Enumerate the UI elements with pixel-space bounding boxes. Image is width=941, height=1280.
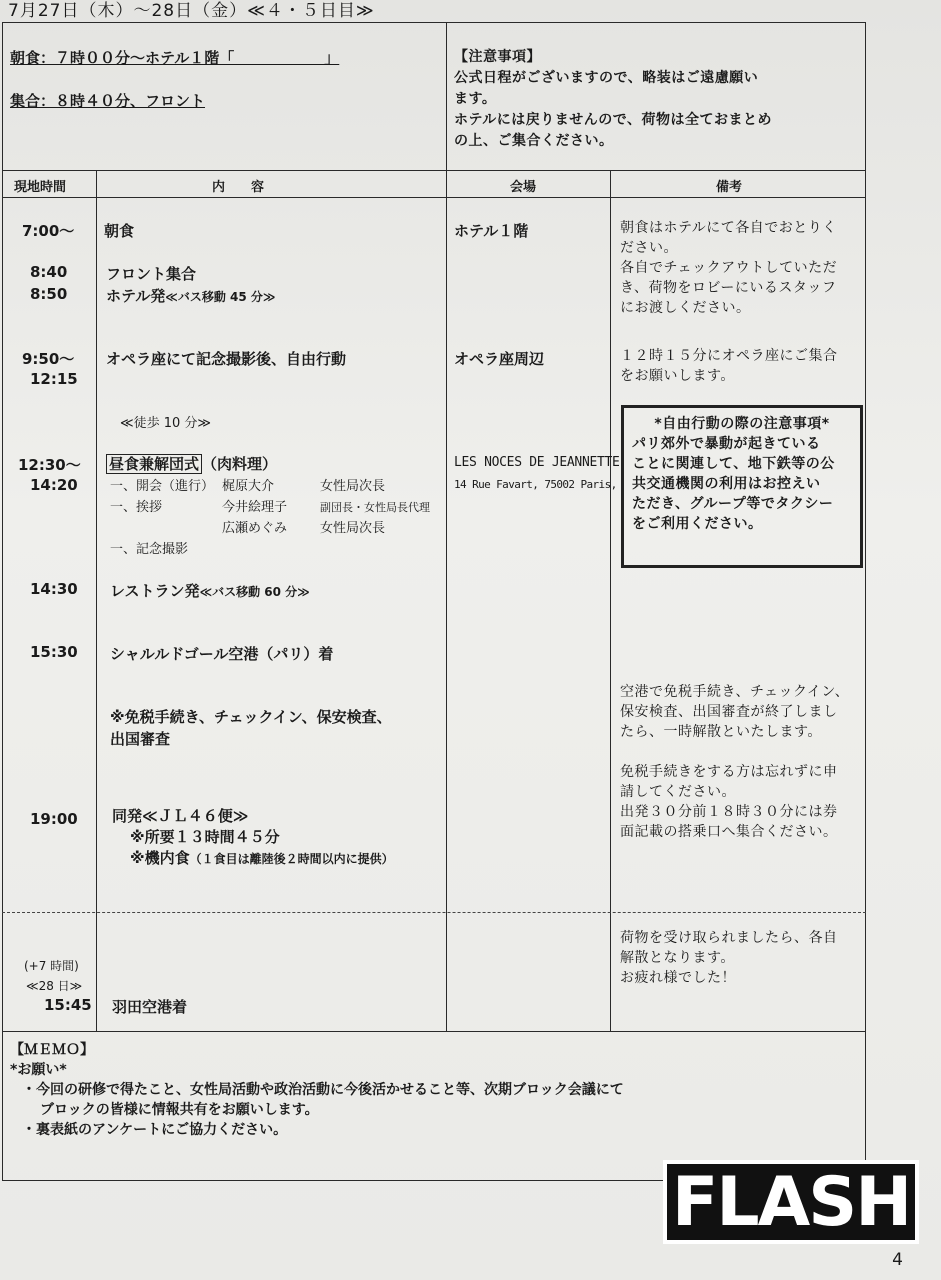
- page-number: 4: [892, 1250, 903, 1270]
- time-0700: 7:00～: [22, 222, 75, 240]
- remarks-airport: 空港で免税手続き、チェックイン、 保安検査、出国審査が終了しまし たら、一時解散といたします。 免税手続きをする方は忘れずに申 請してください。 出発３０分前１８時３０分には券 面記載の搭乗口へ集合ください。: [620, 684, 850, 840]
- caution-box: *自由行動の際の注意事項* パリ郊外で暴動が起きている ことに関連して、地下鉄等の公 共交通機関の利用はお控えい ただき、グループ等でタクシー をご利用ください。: [621, 405, 863, 568]
- time-1900: 19:00: [30, 810, 78, 828]
- time-0850: 8:50: [30, 285, 68, 303]
- assembly-info: 集合：８時４０分、フロント: [10, 92, 206, 110]
- time-1215: 12:15: [30, 370, 78, 388]
- date-header: 7月27日（木）～28日（金）≪４・５日目≫: [8, 1, 375, 21]
- notice-block: 【注意事項】 公式日程がございますので、略装はご遠慮願い ます。 ホテルには戻りませんので、荷物は全ておまとめ の上、ご集合ください。: [454, 49, 773, 149]
- item-lunch: 昼食兼解団式 （肉料理）: [106, 453, 277, 474]
- lunch-program: 一、開会（進行） 梶原大介 女性局次長 一、挨拶 今井絵理子 副団長・女性局長代理 広瀬めぐみ 女性局次長 一、記念撮影: [110, 479, 430, 557]
- col-remarks: 備考: [716, 180, 743, 195]
- notice-title: 【注意事項】: [454, 49, 541, 65]
- item-front-assembly: フロント集合: [106, 265, 197, 283]
- time-0950: 9:50～: [22, 350, 75, 368]
- venue-restaurant: LES NOCES DE JEANNETTE: [454, 455, 620, 470]
- time-1230: 12:30～: [18, 456, 81, 474]
- remarks-haneda: 荷物を受け取られましたら、各自 解散となります。 お疲れ様でした！: [620, 930, 838, 986]
- memo-content: 【ＭＥＭＯ】 *お願い* ・今回の研修で得たこと、女性局活動や政治活動に今後活かせること等、次期ブロック会議にて ブロックの皆様に情報共有をお願いします。 ・裏表紙のアンケートにご協力ください。: [10, 1042, 624, 1138]
- col-venue: 会場: [510, 180, 537, 195]
- time-1530: 15:30: [30, 643, 78, 661]
- col-time: 現地時間: [14, 180, 67, 195]
- item-restaurant-depart: レストラン発≪バス移動 60 分≫: [110, 582, 310, 600]
- time-0840: 8:40: [30, 263, 68, 281]
- remarks-opera: １２時１５分にオペラ座にご集合 をお願いします。: [620, 348, 838, 384]
- item-flight: 同発≪ＪＬ４６便≫ ※所要１３時間４５分 ※機内食（１食目は離陸後２時間以内に提供）: [112, 807, 394, 867]
- item-opera: オペラ座にて記念撮影後、自由行動: [106, 350, 347, 368]
- item-airport-procedures: ※免税手続き、チェックイン、保安検査、 出国審査: [110, 708, 392, 748]
- venue-hotel: ホテル１階: [454, 222, 529, 240]
- flash-logo: FLASH: [663, 1160, 919, 1244]
- item-hotel-depart: ホテル発≪バス移動 45 分≫: [106, 287, 276, 305]
- item-breakfast: 朝食: [104, 222, 135, 240]
- breakfast-info: 朝食：７時００分～ホテル１階「 」: [10, 49, 340, 67]
- walk-10min: ≪徒歩 10 分≫: [120, 416, 212, 431]
- venue-address: 14 Rue Favart, 75002 Paris,: [454, 478, 617, 491]
- time-arrival: (+7 時間) ≪28 日≫: [24, 959, 83, 993]
- time-1420: 14:20: [30, 476, 78, 494]
- memo-title: 【ＭＥＭＯ】: [10, 1042, 94, 1058]
- item-cdg-arrival: シャルルドゴール空港（パリ）着: [110, 645, 334, 663]
- remarks-breakfast: 朝食はホテルにて各自でおとりく ださい。 各自でチェックアウトしていただ き、荷物をロビーにいるスタッフ にお渡しください。: [620, 220, 838, 316]
- col-content: 内 容: [212, 180, 265, 195]
- venue-opera: オペラ座周辺: [454, 350, 545, 368]
- time-1430: 14:30: [30, 580, 78, 598]
- time-1545: 15:45: [44, 996, 92, 1014]
- item-haneda-arrival: 羽田空港着: [112, 998, 188, 1016]
